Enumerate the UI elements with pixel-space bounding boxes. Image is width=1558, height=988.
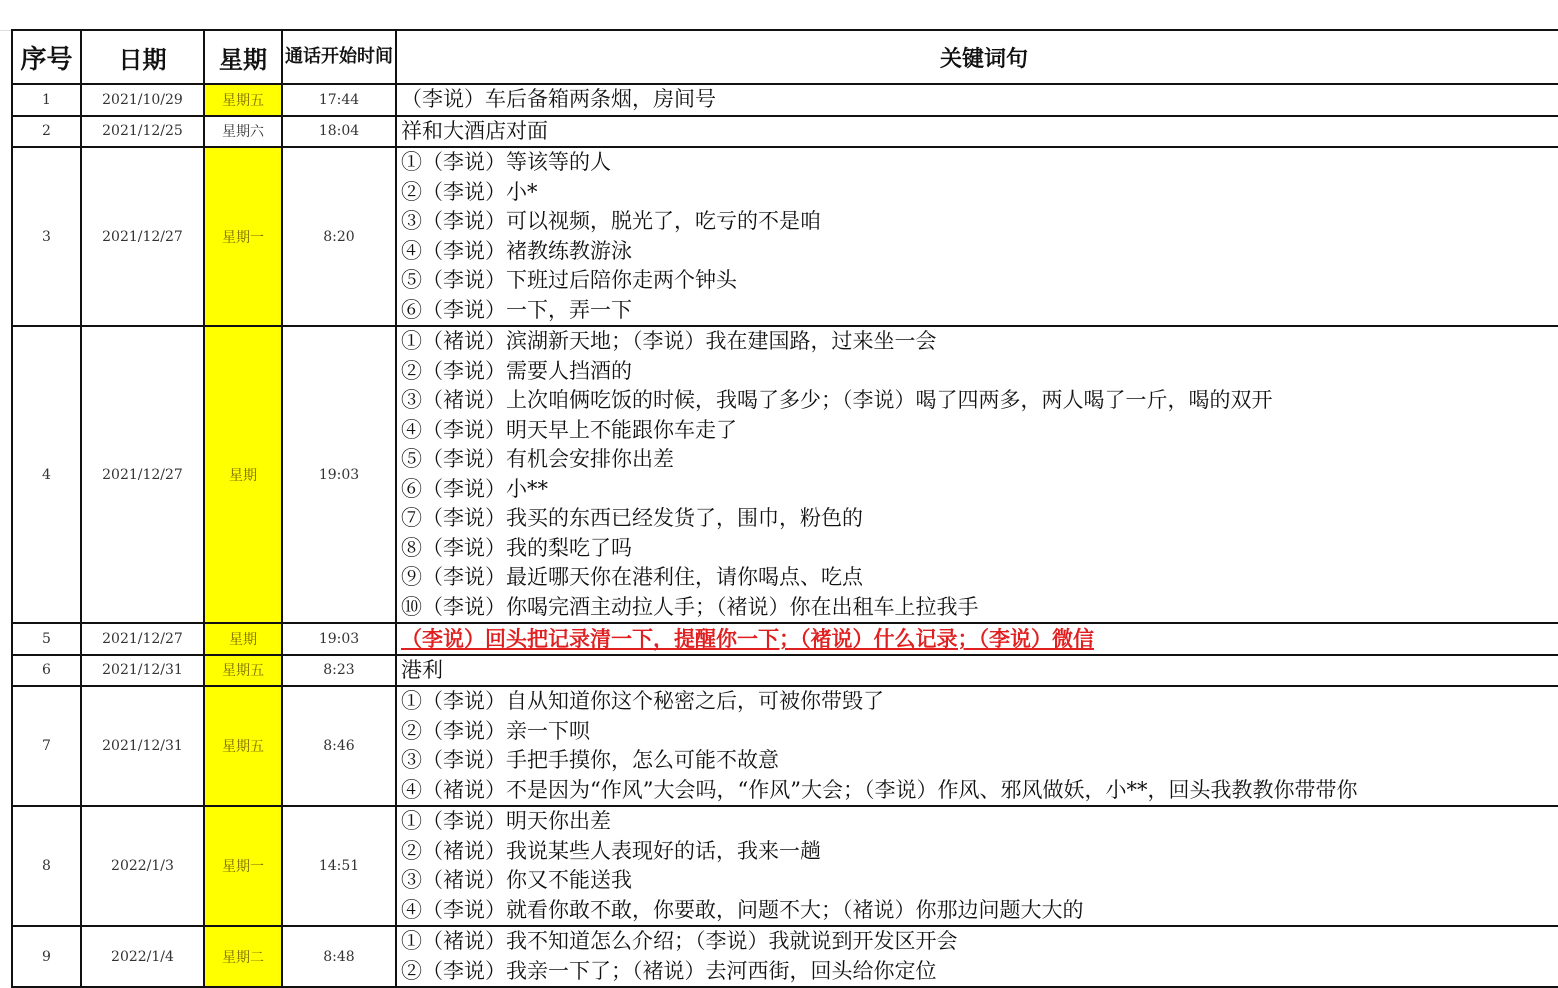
keyword-line: ⑨（李说）最近哪天你在港利住，请你喝点、吃点 [401, 565, 863, 589]
keyword-line: ③（褚说）你又不能送我 [401, 868, 632, 892]
keyword-line: ⑧（李说）我的梨吃了吗 [401, 535, 632, 560]
row-weekday: 星期五 [204, 655, 282, 687]
row-date: 2021/12/27 [81, 147, 204, 326]
row-time: 17:44 [282, 84, 396, 116]
header-row [12, 30, 1558, 84]
row-number: 1 [12, 84, 81, 116]
row-weekday: 星期一 [204, 147, 282, 326]
table-row [12, 926, 1558, 987]
table-body [12, 84, 1558, 987]
call-record-table [11, 29, 1558, 988]
row-weekday: 星期五 [204, 84, 282, 116]
row-weekday: 星期二 [204, 926, 282, 987]
table-row [12, 686, 1558, 806]
header-call-start-time: 通话开始时间 [282, 30, 396, 84]
row-date: 2021/12/25 [81, 116, 204, 148]
header-keywords: 关键词句 [396, 30, 1558, 84]
keyword-line: ①（李说）明天你出差 [401, 809, 611, 833]
row-number: 8 [12, 806, 81, 926]
row-number: 3 [12, 147, 81, 326]
table-row [12, 84, 1558, 116]
keyword-line: ④（褚说）不是因为“作风”大会吗，“作风”大会；（李说）作风、邪风做妖，小**，回头我教教你带带你 [401, 777, 1358, 802]
row-date: 2021/12/31 [81, 655, 204, 687]
row-time: 8:20 [282, 147, 396, 326]
row-time: 19:03 [282, 326, 396, 623]
row-date: 2021/10/29 [81, 84, 204, 116]
row-number: 7 [12, 686, 81, 806]
table-row [12, 806, 1558, 926]
row-keywords [396, 806, 1558, 926]
header-date: 日期 [81, 30, 204, 84]
keyword-line: ②（李说）我亲一下了；（褚说）去河西街，回头给你定位 [401, 958, 937, 983]
keyword-line: （李说）回头把记录清一下，提醒你一下；（褚说）什么记录；（李说）微信 [401, 626, 1094, 651]
row-weekday: 星期五 [204, 686, 282, 806]
row-keywords [396, 623, 1558, 655]
row-time: 8:48 [282, 926, 396, 987]
table-row [12, 655, 1558, 687]
row-time: 14:51 [282, 806, 396, 926]
row-weekday: 星期 [204, 623, 282, 655]
keyword-line: ②（褚说）我说某些人表现好的话，我来一趟 [401, 838, 821, 863]
keyword-line: ⑦（李说）我买的东西已经发货了，围巾，粉色的 [401, 506, 863, 530]
row-number: 9 [12, 926, 81, 987]
keyword-line: ①（褚说）滨湖新天地；（李说）我在建国路，过来坐一会 [401, 329, 937, 353]
keyword-line: ②（李说）需要人挡酒的 [401, 358, 632, 383]
row-time: 8:46 [282, 686, 396, 806]
row-date: 2021/12/27 [81, 326, 204, 623]
header-no: 序号 [12, 30, 81, 84]
top-strip [0, 0, 1558, 31]
row-keywords [396, 326, 1558, 623]
row-time: 8:23 [282, 655, 396, 687]
keyword-line: ③（李说）手把手摸你，怎么可能不故意 [401, 748, 779, 772]
keyword-line: ③（李说）可以视频，脱光了，吃亏的不是咱 [401, 209, 821, 233]
row-date: 2022/1/4 [81, 926, 204, 987]
row-date: 2021/12/27 [81, 623, 204, 655]
row-keywords [396, 686, 1558, 806]
row-keywords [396, 655, 1558, 687]
row-weekday: 星期一 [204, 806, 282, 926]
row-number: 5 [12, 623, 81, 655]
row-weekday: 星期六 [204, 116, 282, 148]
keyword-line: ①（李说）自从知道你这个秘密之后，可被你带毁了 [401, 689, 884, 713]
row-number: 4 [12, 326, 81, 623]
header-weekday: 星期 [204, 30, 282, 84]
row-keywords [396, 926, 1558, 987]
keyword-line: ②（李说）亲一下呗 [401, 718, 590, 743]
table-row [12, 326, 1558, 623]
table-row [12, 623, 1558, 655]
keyword-line: ④（李说）明天早上不能跟你车走了 [401, 417, 737, 442]
row-keywords [396, 84, 1558, 116]
row-time: 18:04 [282, 116, 396, 148]
keyword-line: ②（李说）小* [401, 179, 538, 204]
keyword-line: 港利 [401, 657, 443, 682]
row-keywords [396, 147, 1558, 326]
keyword-line: （李说）车后备箱两条烟，房间号 [401, 87, 716, 111]
keyword-line: ⑤（李说）下班过后陪你走两个钟头 [401, 268, 737, 292]
row-weekday: 星期 [204, 326, 282, 623]
keyword-line: ⑩（李说）你喝完酒主动拉人手；（褚说）你在出租车上拉我手 [401, 594, 979, 619]
table-row [12, 147, 1558, 326]
keyword-line: 祥和大酒店对面 [401, 118, 548, 143]
keyword-line: ⑥（李说）小** [401, 476, 548, 501]
keyword-line: ⑥（李说）一下，弄一下 [401, 297, 632, 322]
keyword-line: ④（李说）褚教练教游泳 [401, 238, 632, 263]
keyword-line: ①（褚说）我不知道怎么介绍；（李说）我就说到开发区开会 [401, 929, 958, 953]
row-number: 6 [12, 655, 81, 687]
row-keywords [396, 116, 1558, 148]
row-time: 19:03 [282, 623, 396, 655]
keyword-line: ①（李说）等该等的人 [401, 150, 611, 174]
row-date: 2022/1/3 [81, 806, 204, 926]
row-date: 2021/12/31 [81, 686, 204, 806]
keyword-line: ③（褚说）上次咱俩吃饭的时候，我喝了多少；（李说）喝了四两多，两人喝了一斤，喝的双开 [401, 388, 1273, 412]
row-number: 2 [12, 116, 81, 148]
keyword-line: ④（李说）就看你敢不敢，你要敢，问题不大；（褚说）你那边问题大大的 [401, 897, 1084, 922]
table-row [12, 116, 1558, 148]
keyword-line: ⑤（李说）有机会安排你出差 [401, 447, 674, 471]
